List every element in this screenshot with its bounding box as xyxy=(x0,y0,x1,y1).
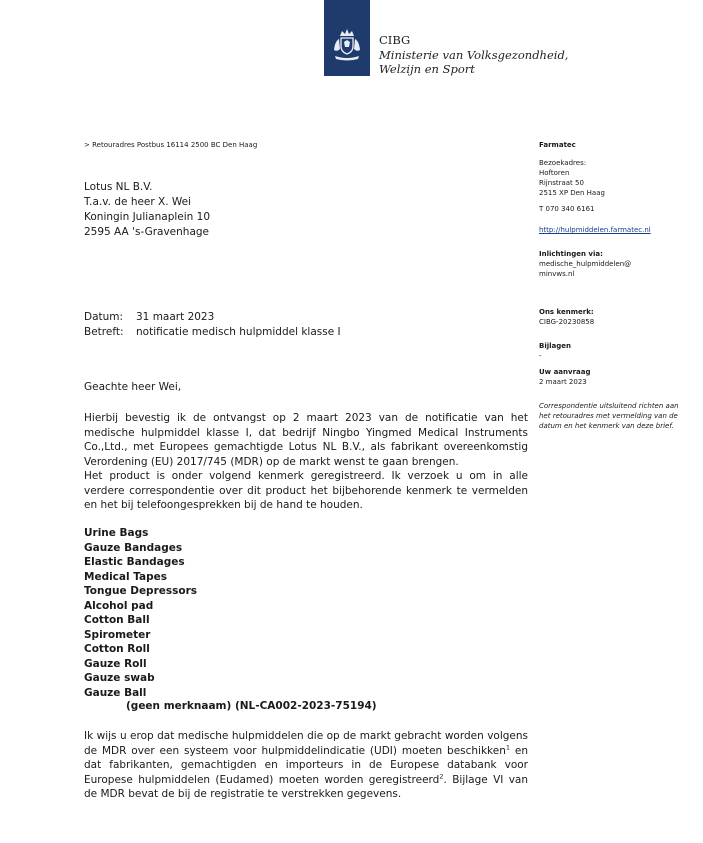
paragraph-text: Ik wijs u erop dat medische hulpmiddelen die op de markt gebracht worden volgens de MDR over een systeem voor hulpmiddelindicatie (UDI) moeten beschikken xyxy=(84,730,528,757)
paragraph-text: en dat fabrikanten, gemachtigden en importeurs in de Europese databank voor Europese hulpmiddelen (Eudamed) moeten worden geregistreerd xyxy=(84,744,528,786)
product-item: Gauze Roll xyxy=(84,657,147,670)
product-item: Gauze Bandages xyxy=(84,541,183,554)
logo-ministry-line1: Ministerie van Volksgezondheid, xyxy=(379,47,569,62)
bijlagen-label: Bijlagen xyxy=(539,342,571,350)
datum-value: 31 maart 2023 xyxy=(136,311,215,323)
betreft-row xyxy=(84,325,341,340)
product-item: Gauze swab xyxy=(84,672,155,684)
bezoekadres-line: 2515 XP Den Haag xyxy=(539,189,605,197)
product-item: Tongue Depressors xyxy=(84,585,198,597)
sender-org: Farmatec xyxy=(539,141,576,149)
footnote-ref[interactable]: 1 xyxy=(505,743,511,751)
recipient-address xyxy=(84,180,210,240)
body-paragraph-2 xyxy=(84,729,528,802)
address-line: Koningin Julianaplein 10 xyxy=(84,211,211,223)
bezoekadres-line: Rijnstraat 50 xyxy=(539,179,584,187)
footnote-ref[interactable]: 2 xyxy=(439,772,444,780)
product-item: Spirometer xyxy=(84,628,151,641)
product-item: Medical Tapes xyxy=(84,570,168,583)
body-paragraph-1 xyxy=(84,411,528,513)
product-list xyxy=(84,526,197,700)
bezoekadres-line: Hoftoren xyxy=(539,169,570,177)
correspondence-note: Correspondentie uitsluitend richten aan het retouradres met vermelding van de datum en het kenmerk van deze brief. xyxy=(539,402,679,430)
paragraph-text: Het product is onder volgend kenmerk geregistreerd. Ik verzoek u om in alle verdere correspondentie over dit product het bijbehorende kenmerk te vermelden en het bij telefoongesprekken bij de hand te houden. xyxy=(84,470,528,511)
inlichtingen-email-line[interactable]: minvws.nl xyxy=(539,270,575,278)
website-link[interactable]: http://hulpmiddelen.farmatec.nl xyxy=(539,226,651,234)
greeting: Geachte heer Wei, xyxy=(84,381,182,393)
aanvraag-label: Uw aanvraag xyxy=(539,368,591,376)
address-line: T.a.v. de heer X. Wei xyxy=(84,196,192,208)
bijlagen-value: - xyxy=(539,352,542,360)
product-item: Elastic Bandages xyxy=(84,556,185,568)
address-line: Lotus NL B.V. xyxy=(84,181,153,193)
return-address: > Retouradres Postbus 16114 2500 BC Den Haag xyxy=(84,141,258,149)
inlichtingen-label: Inlichtingen via: xyxy=(539,250,603,258)
product-item: Cotton Ball xyxy=(84,614,150,626)
paragraph-text: Hierbij bevestig ik de ontvangst op 2 maart 2023 van de notificatie van het medische hulpmiddel klasse I, dat bedrijf Ningbo Yingmed Medical Instruments Co.,Ltd., met Europees gemachtigde Lotus NL B.V., als fabrikant overeenkomstig Verordening (EU) 2017/745 (MDR) op de markt wenst te gaan brengen. xyxy=(84,412,528,468)
bezoekadres-label: Bezoekadres: xyxy=(539,159,587,167)
inlichtingen-email-line[interactable]: medische_hulpmiddelen@ xyxy=(539,260,632,268)
betreft-label: Betreft: xyxy=(84,326,124,338)
product-item: Cotton Roll xyxy=(84,643,150,655)
product-item: Gauze Ball xyxy=(84,686,147,699)
betreft-value: notificatie medisch hulpmiddel klasse I xyxy=(136,326,341,338)
product-item: Alcohol pad xyxy=(84,599,154,612)
aanvraag-value: 2 maart 2023 xyxy=(539,378,587,386)
datum-label: Datum: xyxy=(84,311,124,323)
logo-ministry-line2: Welzijn en Sport xyxy=(379,62,475,76)
datum-row xyxy=(84,310,341,325)
kenmerk-label: Ons kenmerk: xyxy=(539,308,594,316)
letter-meta xyxy=(84,310,341,340)
sender-info-column xyxy=(539,140,689,431)
coat-of-arms-icon xyxy=(324,0,370,76)
logo-block xyxy=(324,0,370,76)
address-line: 2595 AA 's-Gravenhage xyxy=(84,226,210,238)
kenmerk-value: CIBG-20230858 xyxy=(539,318,595,326)
product-item: Urine Bags xyxy=(84,527,149,539)
logo-text xyxy=(379,33,568,77)
logo-org: CIBG xyxy=(379,33,411,47)
phone-number: T 070 340 6161 xyxy=(539,205,595,213)
product-registration-code: (geen merknaam) (NL-CA002-2023-75194) xyxy=(126,700,377,712)
paragraph-text: . Bijlage VI van de MDR bevat de bij de registratie te verstrekken gegevens. xyxy=(84,773,529,800)
